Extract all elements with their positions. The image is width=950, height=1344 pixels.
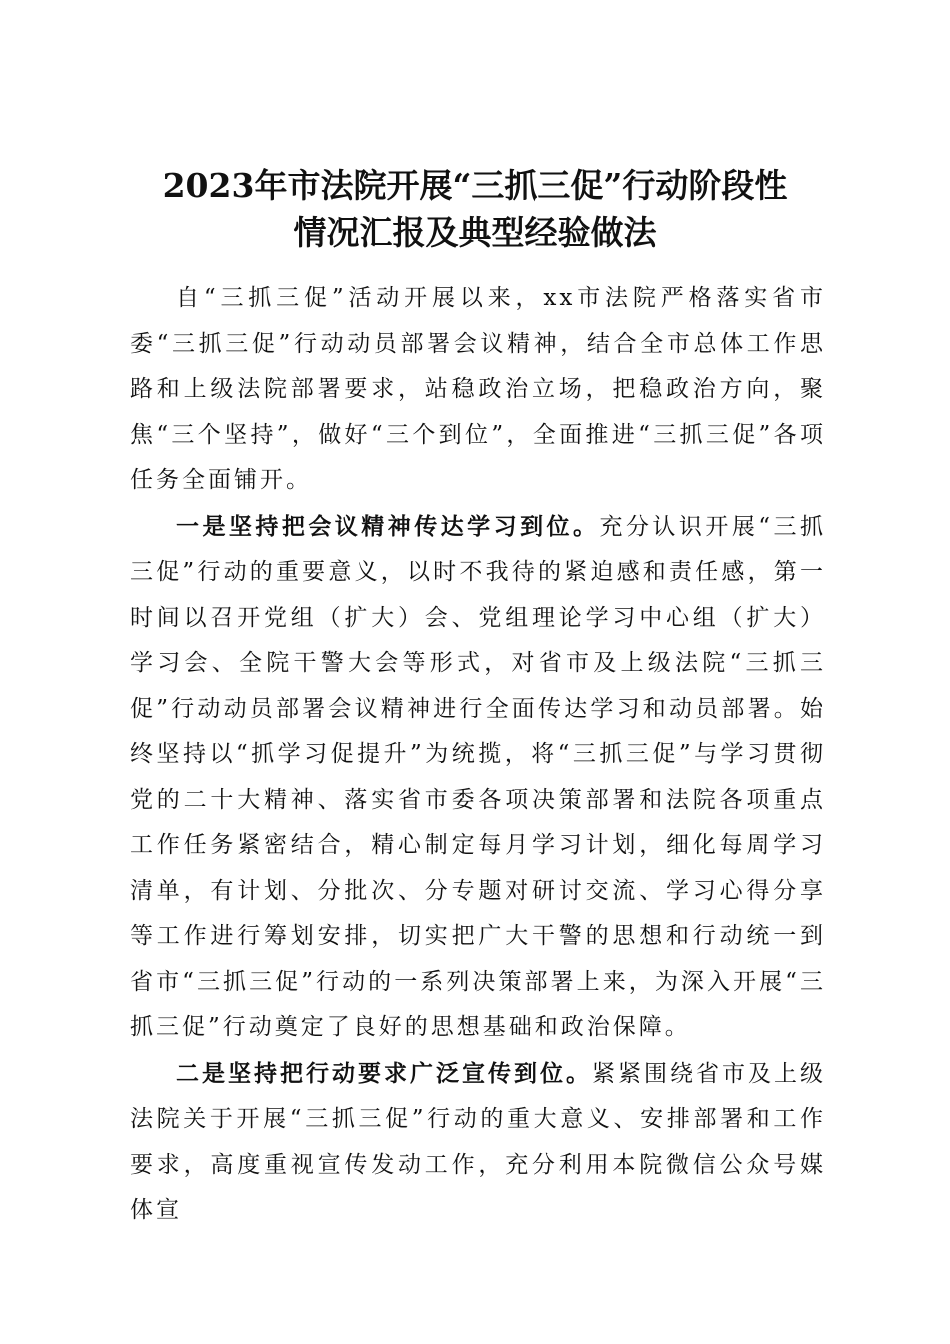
paragraph-text: 充分认识开展“三抓三促”行动的重要意义，以时不我待的紧迫感和责任感，第一时间以召开党组（扩大）会、党组理论学习中心组（扩大）学习会、全院干警大会等形式，对省市及上级法院“三抓三促”行动动员部署会议精神进行全面传达学习和动员部署。始终坚持以“抓学习促提升”为统揽，将“三抓三促”与学习贯彻党的二十大精神、落实省市委各项决策部署和法院各项重点工作任务紧密结合，精心制定每月学习计划，细化每周学习清单，有计划、分批次、分专题对研讨交流、学习心得分享等工作进行筹划安排，切实把广大干警的思想和行动统一到省市“三抓三促”行动的一系列决策部署上来，为深入开展“三抓三促”行动奠定了良好的思想基础和政治保障。 [130,513,827,1040]
paragraph-lead: 二是坚持把行动要求广泛宣传到位。 [176,1059,592,1087]
paragraph-point-2 [130,1051,826,1234]
paragraph-text: 紧紧围绕省市及上级法院关于开展“三抓三促”行动的重大意义、安排部署和工作要求，高度重视宣传发动工作，充分利用本院微信公众号媒体宣 [130,1060,826,1223]
title-line-2: 情况汇报及典型经验做法 [293,213,657,253]
title-line-1: 2023年市法院开展“三抓三促”行动阶段性 [162,166,788,206]
document-body [130,275,826,1234]
paragraph-intro [130,275,826,504]
paragraph-lead: 一是坚持把会议精神传达学习到位。 [176,512,600,540]
document-title [110,162,840,256]
paragraph-text: 自“三抓三促”活动开展以来，xx市法院严格落实省市委“三抓三促”行动动员部署会议精神，结合全市总体工作思路和上级法院部署要求，站稳政治立场，把稳政治方向，聚焦“三个坚持”，做好“三个到位”，全面推进“三抓三促”各项任务全面铺开。 [130,285,826,493]
paragraph-point-1 [130,504,826,1051]
